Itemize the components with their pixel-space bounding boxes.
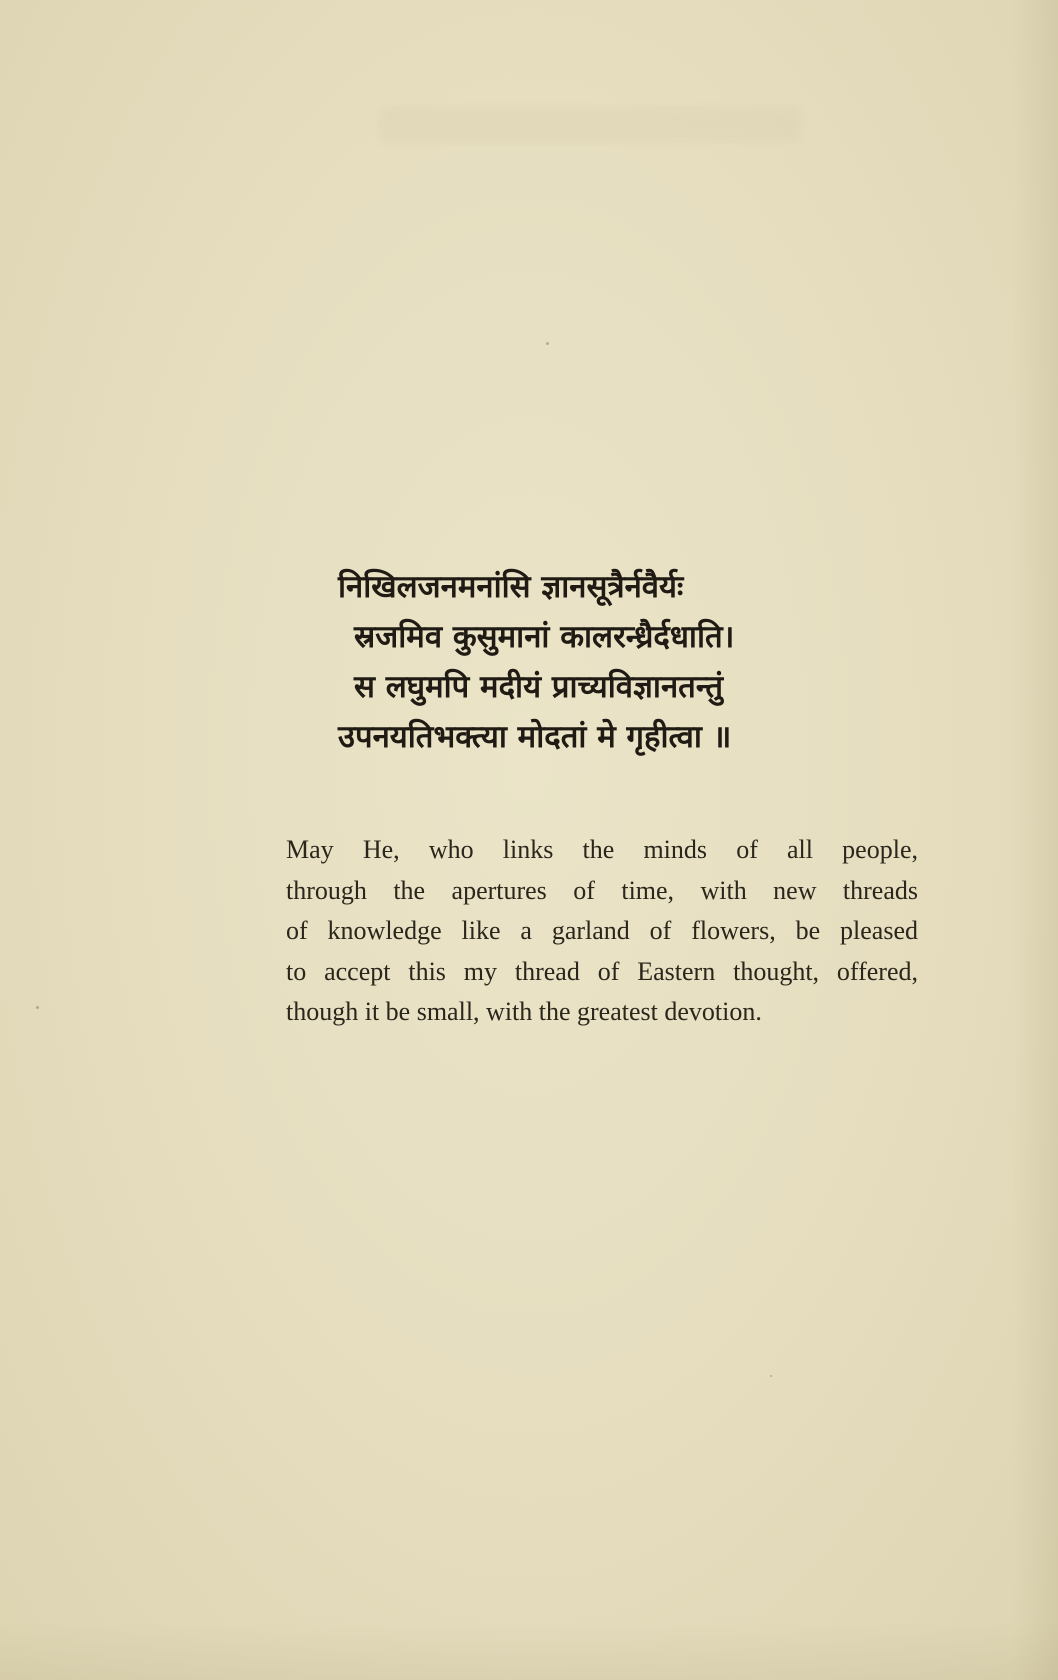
paper-speck xyxy=(36,1006,39,1009)
dedication-line-2: through the apertures of time, with new threads xyxy=(286,875,918,905)
dedication-line-3: of knowledge like a garland of flowers, be pleased xyxy=(286,916,918,945)
sanskrit-verse xyxy=(300,562,860,762)
sanskrit-verse-line-1: निखिलजनमनांसि ज्ञानसूत्रैर्नवैर्यः xyxy=(338,569,684,605)
page-bottom-shadow xyxy=(0,1620,1058,1680)
sanskrit-verse-line-3: स लघुमपि मदीयं प्राच्यविज्ञानतन्तुं xyxy=(354,669,724,705)
sanskrit-verse-line-4: उपनयतिभक्त्या मोदतां मे गृहीत्वा ॥ xyxy=(338,719,732,755)
dedication-line-5: though it be small, with the greatest devotion. xyxy=(286,997,762,1026)
sanskrit-verse-line-2: स्रजमिव कुसुमानां कालरन्ध्रैर्दधाति। xyxy=(354,619,735,655)
page-edge-shadow xyxy=(1012,0,1058,1680)
dedication-line-4: to accept this my thread of Eastern thought, offered, xyxy=(286,956,918,986)
bleed-through-header xyxy=(380,108,800,142)
paper-speck xyxy=(770,1375,772,1377)
dedication-paragraph xyxy=(286,830,918,1033)
paper-speck xyxy=(546,342,549,345)
dedication-line-1: May He, who links the minds of all people, xyxy=(286,835,918,864)
